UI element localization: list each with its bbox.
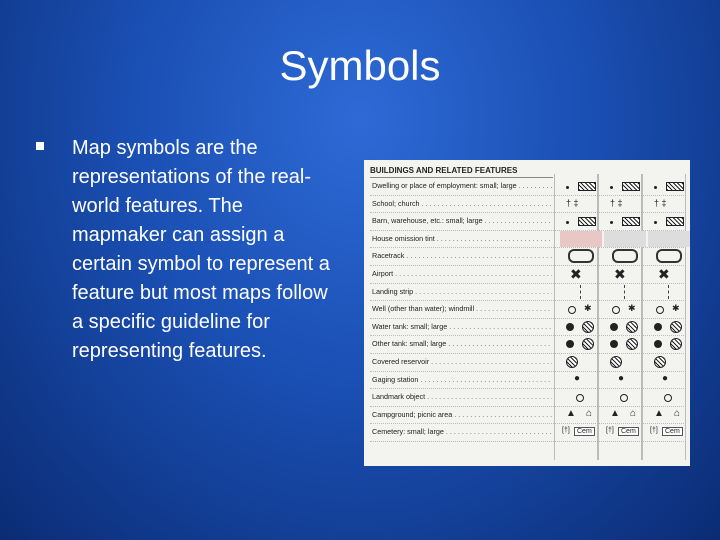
covered-reservoir-icon bbox=[610, 356, 622, 368]
legend-row bbox=[370, 266, 686, 284]
cemetery-small-icon: [†] bbox=[606, 427, 614, 435]
legend-row-label: Water tank: small; large . . . bbox=[372, 322, 552, 331]
dwelling-large-icon bbox=[622, 182, 640, 191]
landing-strip-icon bbox=[624, 285, 626, 299]
water-tank-small-icon bbox=[566, 323, 574, 331]
cemetery-small-icon: [†] bbox=[562, 427, 570, 435]
picnic-area-icon: ⌂ bbox=[630, 407, 637, 419]
legend-row bbox=[370, 354, 686, 372]
legend-row bbox=[370, 178, 686, 196]
barn-large-icon bbox=[666, 217, 684, 226]
picnic-area-icon: ⌂ bbox=[674, 407, 681, 419]
well-icon bbox=[568, 306, 576, 314]
legend-row-label: House omission tint . . . bbox=[372, 234, 552, 243]
landing-strip-icon bbox=[668, 285, 670, 299]
school-church-icon: † ‡ bbox=[610, 197, 623, 208]
legend-row-label: Dwelling or place of employment: small; large . . . bbox=[372, 181, 552, 190]
other-tank-small-icon bbox=[610, 340, 618, 348]
windmill-icon: ✱ bbox=[672, 303, 680, 314]
legend-row-label: Well (other than water); windmill . . . bbox=[372, 304, 552, 313]
legend-row-label: Barn, warehouse, etc.: small; large . . . bbox=[372, 216, 552, 225]
gaging-station-icon: ● bbox=[662, 372, 669, 384]
water-tank-small-icon bbox=[610, 323, 618, 331]
water-tank-small-icon bbox=[654, 323, 662, 331]
house-omission-tint-swatch bbox=[560, 231, 602, 248]
other-tank-large-icon bbox=[670, 338, 682, 350]
water-tank-large-icon bbox=[670, 321, 682, 333]
legend-row bbox=[370, 196, 686, 214]
other-tank-small-icon bbox=[654, 340, 662, 348]
landmark-object-icon bbox=[620, 394, 628, 402]
covered-reservoir-icon bbox=[654, 356, 666, 368]
legend-row bbox=[370, 231, 686, 249]
dwelling-large-icon bbox=[578, 182, 596, 191]
racetrack-icon bbox=[612, 249, 638, 263]
house-omission-tint-swatch bbox=[604, 231, 646, 248]
legend-row bbox=[370, 284, 686, 302]
gaging-station-icon: ● bbox=[618, 372, 625, 384]
barn-small-icon bbox=[566, 221, 569, 224]
legend-row-label: Campground; picnic area . . . bbox=[372, 410, 552, 419]
dwelling-large-icon bbox=[666, 182, 684, 191]
cemetery-small-icon: [†] bbox=[650, 427, 658, 435]
legend-row bbox=[370, 319, 686, 337]
barn-small-icon bbox=[610, 221, 613, 224]
windmill-icon: ✱ bbox=[584, 303, 592, 314]
racetrack-icon bbox=[656, 249, 682, 263]
windmill-icon: ✱ bbox=[628, 303, 636, 314]
other-tank-small-icon bbox=[566, 340, 574, 348]
legend-row-label: Other tank: small; large . . . bbox=[372, 339, 552, 348]
gaging-station-icon: ● bbox=[574, 372, 581, 384]
campground-icon: ▲ bbox=[610, 407, 620, 419]
legend-row-label: Cemetery: small; large . . . bbox=[372, 427, 552, 436]
other-tank-large-icon bbox=[626, 338, 638, 350]
legend-row bbox=[370, 248, 686, 266]
legend-row bbox=[370, 389, 686, 407]
campground-icon: ▲ bbox=[566, 407, 576, 419]
barn-large-icon bbox=[578, 217, 596, 226]
legend-row-label: School; church . . . bbox=[372, 199, 552, 208]
landmark-object-icon bbox=[664, 394, 672, 402]
dwelling-small-icon bbox=[610, 186, 613, 189]
landmark-object-icon bbox=[576, 394, 584, 402]
slide-title: Symbols bbox=[279, 42, 441, 89]
airport-icon: ✖ bbox=[614, 265, 626, 282]
covered-reservoir-icon bbox=[566, 356, 578, 368]
map-symbol-legend-image bbox=[364, 160, 690, 466]
legend-header: BUILDINGS AND RELATED FEATURES bbox=[370, 165, 553, 178]
legend-row bbox=[370, 424, 686, 442]
cemetery-large-label: Cem bbox=[662, 427, 683, 436]
legend-row bbox=[370, 301, 686, 319]
barn-small-icon bbox=[654, 221, 657, 224]
airport-icon: ✖ bbox=[658, 265, 670, 282]
legend-row-label: Racetrack . . . bbox=[372, 251, 552, 260]
racetrack-icon bbox=[568, 249, 594, 263]
legend-row-label: Gaging station . . . bbox=[372, 375, 552, 384]
square-bullet-icon bbox=[36, 142, 44, 150]
legend-row bbox=[370, 336, 686, 354]
water-tank-large-icon bbox=[626, 321, 638, 333]
airport-icon: ✖ bbox=[570, 265, 582, 282]
legend-row bbox=[370, 213, 686, 231]
legend-row bbox=[370, 372, 686, 390]
dwelling-small-icon bbox=[654, 186, 657, 189]
legend-row-label: Landmark object . . . bbox=[372, 392, 552, 401]
legend-row-label: Airport . . . bbox=[372, 269, 552, 278]
cemetery-large-label: Cem bbox=[618, 427, 639, 436]
water-tank-large-icon bbox=[582, 321, 594, 333]
well-icon bbox=[656, 306, 664, 314]
house-omission-tint-swatch bbox=[648, 231, 690, 248]
dwelling-small-icon bbox=[566, 186, 569, 189]
well-icon bbox=[612, 306, 620, 314]
other-tank-large-icon bbox=[582, 338, 594, 350]
barn-large-icon bbox=[622, 217, 640, 226]
cemetery-large-label: Cem bbox=[574, 427, 595, 436]
legend-row-label: Covered reservoir . . . bbox=[372, 357, 552, 366]
school-church-icon: † ‡ bbox=[654, 197, 667, 208]
legend-row bbox=[370, 407, 686, 425]
picnic-area-icon: ⌂ bbox=[586, 407, 593, 419]
landing-strip-icon bbox=[580, 285, 582, 299]
bullet-text: Map symbols are the representations of the real-world features. The mapmaker can assign a certain symbol to represent a feature but most maps follow a specific guideline for representing features. bbox=[72, 137, 330, 362]
campground-icon: ▲ bbox=[654, 407, 664, 419]
school-church-icon: † ‡ bbox=[566, 197, 579, 208]
legend-row-label: Landing strip . . . bbox=[372, 287, 552, 296]
